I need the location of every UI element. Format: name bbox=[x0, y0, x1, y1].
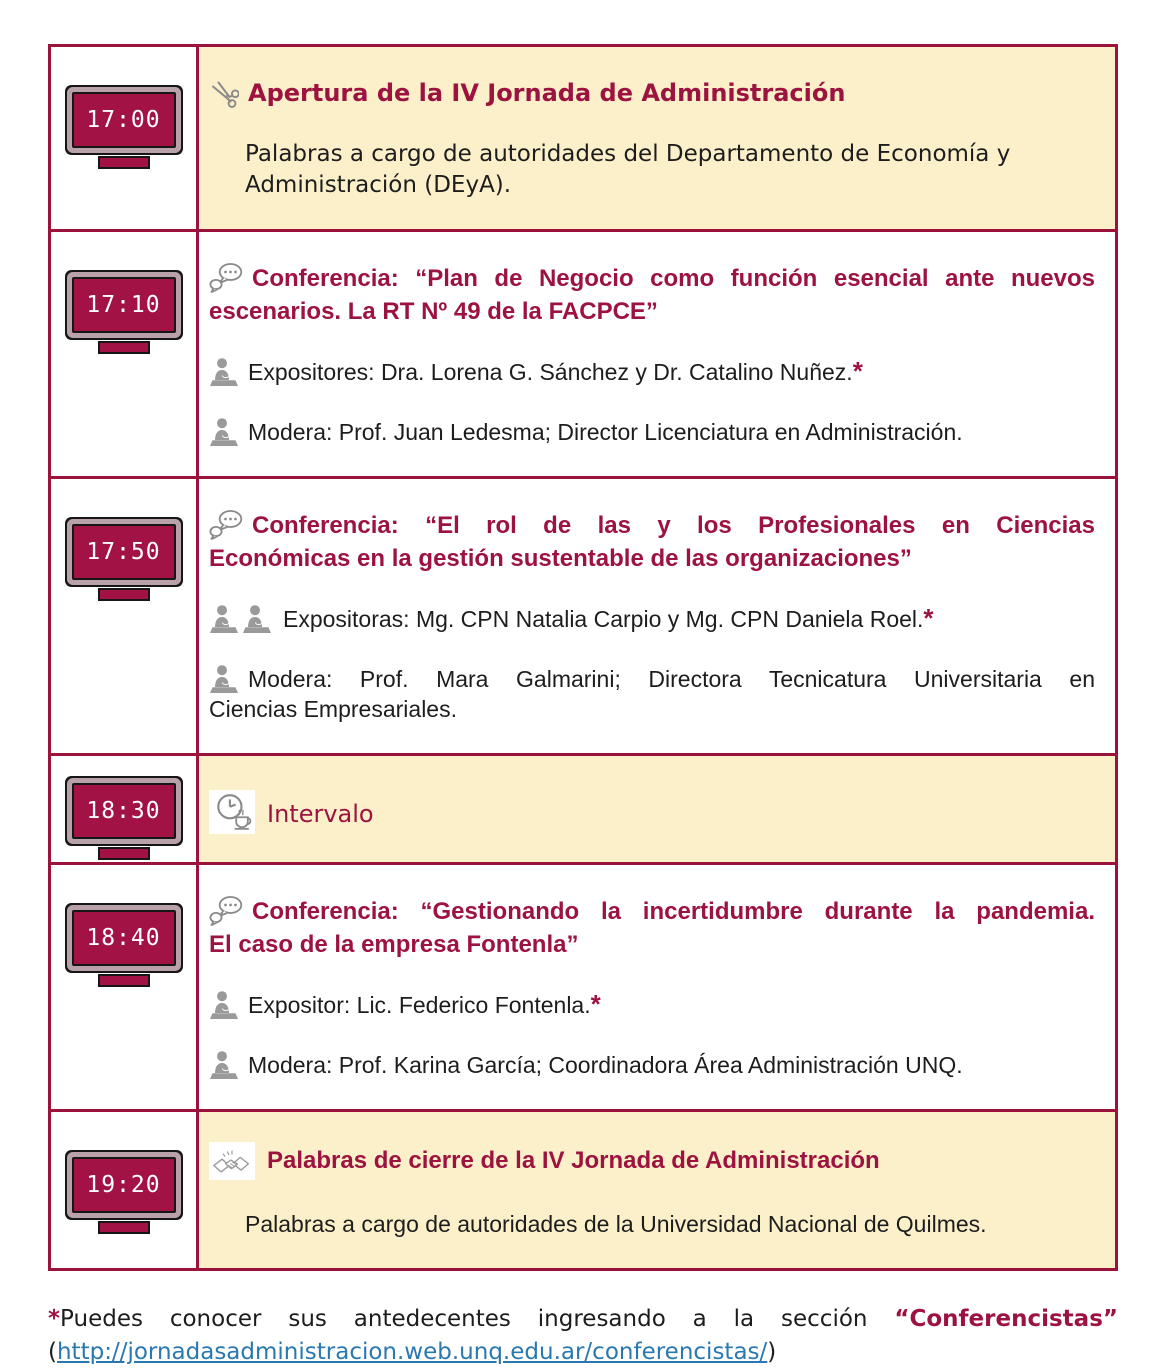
footnote bbox=[48, 1303, 1118, 1368]
event-paragraph bbox=[209, 1050, 1095, 1081]
scissors-icon bbox=[209, 80, 239, 108]
time-label: 18:40 bbox=[86, 925, 161, 952]
monitor-stand bbox=[98, 847, 150, 860]
event-paragraph bbox=[209, 417, 1095, 448]
footnote-asterisk: * bbox=[590, 989, 601, 1020]
speech-bubbles-icon bbox=[209, 262, 243, 293]
speaker-icon bbox=[209, 604, 239, 634]
time-cell bbox=[51, 479, 199, 754]
schedule-row-intervalo bbox=[51, 753, 1115, 862]
event-title bbox=[209, 1142, 1095, 1180]
paragraph-line: Palabras a cargo de autoridades del Departamento de Economía y bbox=[245, 141, 1011, 168]
speaker-icon bbox=[209, 664, 239, 694]
time-label: 17:00 bbox=[86, 107, 161, 133]
time-label: 18:30 bbox=[86, 798, 161, 825]
event-title-text: Conferencia: “Plan de Negocio como función esencial ante nuevos bbox=[252, 264, 1095, 292]
schedule-row-cierre bbox=[51, 1109, 1115, 1268]
time-cell bbox=[51, 865, 199, 1109]
event-paragraph bbox=[209, 357, 1095, 388]
event-title bbox=[209, 509, 1095, 575]
event-title-text: Apertura de la IV Jornada de Administración bbox=[248, 79, 846, 107]
event-title-text: Conferencia: “Gestionando la incertidumbre durante la pandemia. bbox=[252, 898, 1095, 926]
handshake-icon bbox=[209, 1142, 255, 1180]
schedule-table bbox=[48, 44, 1118, 1271]
monitor-screen bbox=[72, 783, 176, 839]
speaker-icon bbox=[209, 357, 239, 387]
time-monitor bbox=[64, 83, 184, 169]
clock-coffee-icon bbox=[209, 790, 255, 834]
paragraph-text: Expositoras: Mg. CPN Natalia Carpio y Mg. CPN Daniela Roel. bbox=[283, 605, 924, 632]
event-cell bbox=[199, 1112, 1115, 1268]
schedule-row-apertura bbox=[51, 47, 1115, 229]
event-cell bbox=[199, 756, 1115, 862]
speaker-icon bbox=[209, 417, 239, 447]
paragraph-text: Expositor: Lic. Federico Fontenla. bbox=[248, 992, 591, 1019]
event-title-text: Intervalo bbox=[267, 800, 374, 829]
time-monitor bbox=[64, 901, 184, 987]
event-title bbox=[209, 262, 1095, 328]
monitor-stand bbox=[98, 341, 150, 354]
time-monitor bbox=[64, 268, 184, 354]
open-paren: ( bbox=[48, 1338, 57, 1365]
paragraph-text: Modera: Prof. Karina García; Coordinadora Área Administración UNQ. bbox=[248, 1052, 963, 1079]
footnote-line-1 bbox=[48, 1303, 1118, 1336]
event-title bbox=[209, 895, 1095, 961]
speech-bubbles-icon bbox=[209, 509, 243, 540]
monitor-screen bbox=[72, 910, 176, 966]
event-title-text: El caso de la empresa Fontenla” bbox=[209, 931, 579, 959]
time-cell bbox=[51, 1112, 199, 1268]
time-monitor bbox=[64, 1148, 184, 1234]
footnote-star: * bbox=[48, 1305, 61, 1332]
monitor-stand bbox=[98, 156, 150, 169]
speaker-icon bbox=[209, 1050, 239, 1080]
paragraph-line: Administración (DEyA). bbox=[245, 171, 512, 198]
time-cell bbox=[51, 47, 199, 229]
time-cell bbox=[51, 232, 199, 476]
schedule-row-conferencia-2 bbox=[51, 476, 1115, 754]
monitor-screen bbox=[72, 524, 176, 580]
time-label: 17:10 bbox=[86, 291, 161, 318]
footnote-highlight: “Conferencistas” bbox=[894, 1305, 1118, 1332]
event-cell bbox=[199, 479, 1115, 754]
event-paragraph bbox=[209, 664, 1095, 726]
speaker-icon bbox=[242, 604, 272, 634]
time-label: 19:20 bbox=[86, 1172, 161, 1199]
footnote-line-2 bbox=[48, 1336, 1118, 1368]
schedule-row-conferencia-1 bbox=[51, 229, 1115, 476]
monitor-stand bbox=[98, 1221, 150, 1234]
event-cell bbox=[199, 232, 1115, 476]
footnote-text: Puedes conocer sus antedecentes ingresando a la sección bbox=[60, 1305, 868, 1332]
time-cell bbox=[51, 756, 199, 862]
monitor-screen bbox=[72, 277, 176, 333]
footnote-asterisk: * bbox=[923, 602, 934, 633]
time-monitor bbox=[64, 774, 184, 860]
event-title-text: escenarios. La RT Nº 49 de la FACPCE” bbox=[209, 297, 658, 325]
event-paragraph bbox=[209, 139, 1095, 201]
monitor-screen bbox=[72, 92, 176, 148]
footnote-link[interactable]: http://jornadasadministracion.web.unq.edu.ar/conferencistas/ bbox=[56, 1338, 768, 1365]
paragraph-text: Expositores: Dra. Lorena G. Sánchez y Dr. Catalino Nuñez. bbox=[248, 358, 853, 385]
event-cell bbox=[199, 865, 1115, 1109]
paragraph-line: Palabras a cargo de autoridades de la Universidad Nacional de Quilmes. bbox=[245, 1211, 987, 1238]
paragraph-text: Modera: Prof. Mara Galmarini; Directora Tecnicatura Universitaria en bbox=[248, 665, 1095, 692]
speaker-icon bbox=[209, 990, 239, 1020]
close-paren: ) bbox=[767, 1338, 777, 1365]
monitor-screen bbox=[72, 1157, 176, 1213]
monitor-stand bbox=[98, 974, 150, 987]
paragraph-text: Ciencias Empresariales. bbox=[209, 696, 457, 723]
event-title-text: Palabras de cierre de la IV Jornada de Administración bbox=[267, 1147, 880, 1175]
monitor-stand bbox=[98, 588, 150, 601]
event-cell bbox=[199, 47, 1115, 229]
speech-bubbles-icon bbox=[209, 895, 243, 926]
time-label: 17:50 bbox=[86, 538, 161, 565]
schedule-row-conferencia-3 bbox=[51, 862, 1115, 1109]
event-paragraph bbox=[209, 1209, 1095, 1240]
footnote-asterisk: * bbox=[852, 355, 863, 386]
event-paragraph bbox=[209, 990, 1095, 1021]
time-monitor bbox=[64, 515, 184, 601]
event-paragraph bbox=[209, 604, 1095, 635]
event-title-text: Económicas en la gestión sustentable de las organizaciones” bbox=[209, 544, 912, 572]
event-title-text: Conferencia: “El rol de las y los Profesionales en Ciencias bbox=[252, 511, 1095, 539]
event-title bbox=[209, 790, 1095, 834]
paragraph-text: Modera: Prof. Juan Ledesma; Director Licenciatura en Administración. bbox=[248, 418, 963, 445]
event-title bbox=[209, 77, 1095, 110]
two-speakers-icon bbox=[209, 604, 275, 635]
